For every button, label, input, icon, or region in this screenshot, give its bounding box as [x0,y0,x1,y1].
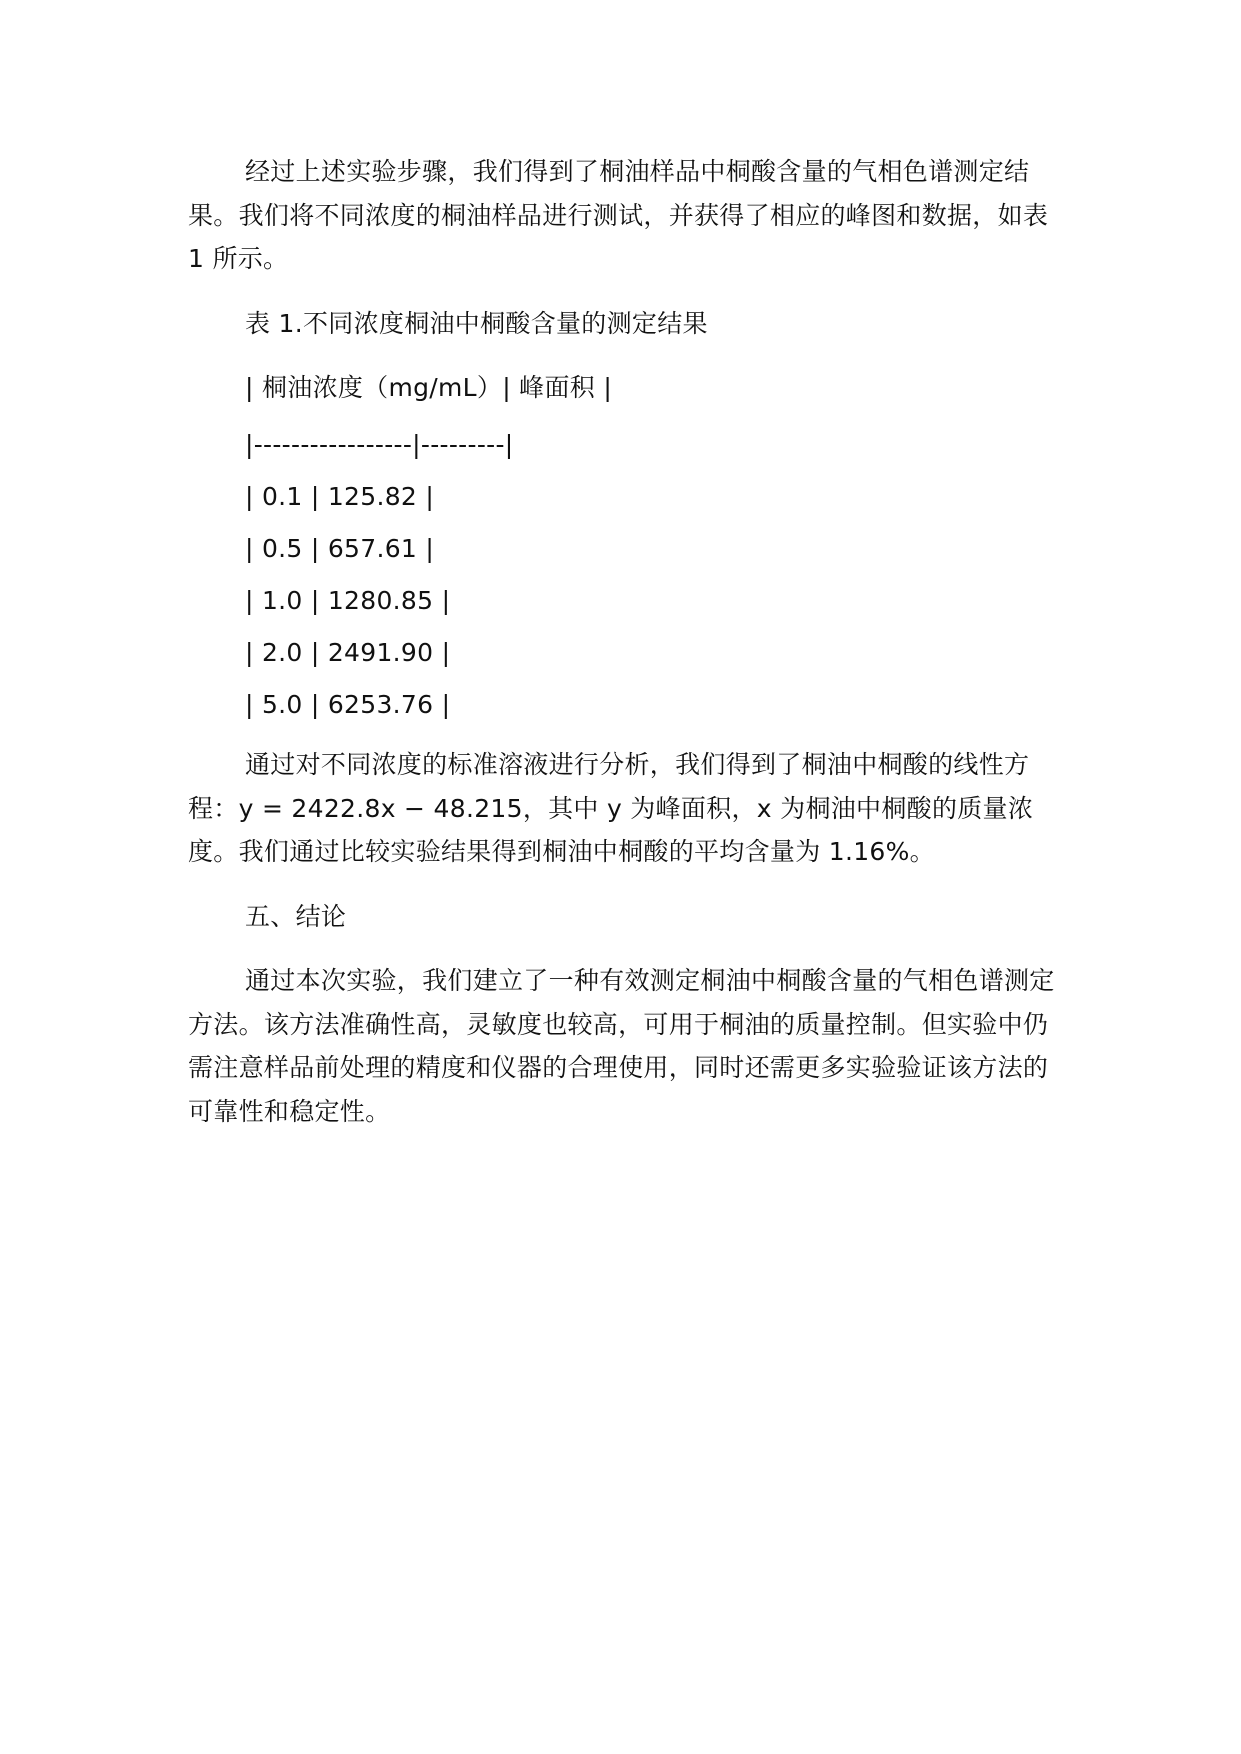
table-row: | 2.0 | 2491.90 | [245,638,451,667]
results-intro-paragraph: 经过上述实验步骤，我们得到了桐油样品中桐酸含量的气相色谱测定结果。我们将不同浓度的桐油样品进行测试，并获得了相应的峰图和数据，如表 1 所示。 [188,157,1049,273]
document-page [188,150,1068,1133]
table-row: | 5.0 | 6253.76 | [245,690,451,719]
analysis-paragraph: 通过对不同浓度的标准溶液进行分析，我们得到了桐油中桐酸的线性方程：y = 2422.8x − 48.215，其中 y 为峰面积，x 为桐油中桐酸的质量浓度。我们通过比较实验结果得到桐油中桐酸的平均含量为 1.16%。 [188,750,1034,866]
markdown-table [188,366,1068,735]
table-row: | 0.5 | 657.61 | [245,534,435,563]
section-heading-conclusion: 五、结论 [245,901,347,931]
table-row: | 1.0 | 1280.85 | [245,586,451,615]
table-separator-line: |-----------------|---------| [245,430,514,459]
conclusion-paragraph: 通过本次实验，我们建立了一种有效测定桐油中桐酸含量的气相色谱测定方法。该方法准确性高，灵敏度也较高，可用于桐油的质量控制。但实验中仍需注意样品前处理的精度和仪器的合理使用，同时还需更多实验验证该方法的可靠性和稳定性。 [188,966,1055,1126]
table-header-line: | 桐油浓度（mg/mL）| 峰面积 | [245,373,613,402]
table-row: | 0.1 | 125.82 | [245,482,435,511]
table-caption: 表 1.不同浓度桐油中桐酸含量的测定结果 [245,308,708,338]
